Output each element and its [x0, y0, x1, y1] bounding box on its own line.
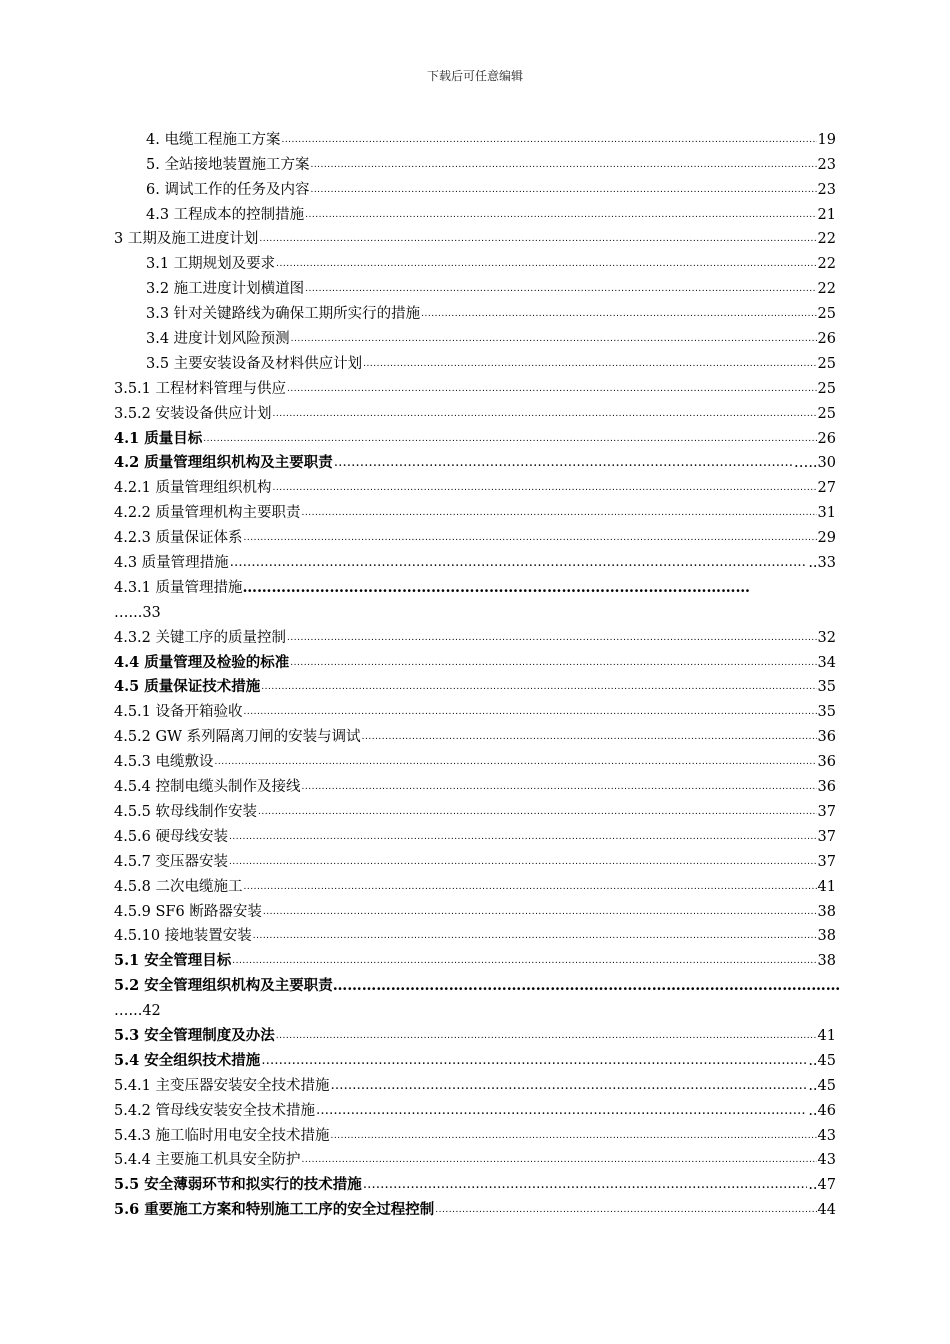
toc-entry[interactable] [114, 772, 836, 797]
toc-leader [230, 553, 808, 573]
toc-entry-label: 5. 全站接地装置施工方案 [146, 156, 310, 173]
toc-leader [261, 1051, 807, 1071]
toc-leader [331, 1126, 817, 1146]
toc-entry[interactable] [114, 1195, 836, 1220]
toc-entry-page: 26 [817, 331, 836, 348]
toc-entry[interactable] [114, 1071, 836, 1096]
toc-entry-page: 37 [817, 853, 836, 870]
toc-entry-label: 4.5.2 GW 系列隔离刀闸的安装与调试 [114, 729, 361, 746]
toc-entry-label: 5.4.3 施工临时用电安全技术措施 [114, 1127, 330, 1144]
toc-entry-label: 4.5.5 软母线制作安装 [114, 803, 258, 820]
toc-leader [258, 802, 817, 822]
toc-leader: …………………………………………………………………………………………… [242, 578, 751, 596]
toc-leader [363, 1175, 808, 1195]
toc-entry-label: 5.2 安全管理组织机构及主要职责 [114, 977, 333, 995]
toc-entry-page: 25 [817, 405, 836, 422]
toc-entry-page: 37 [817, 828, 836, 845]
toc-leader [273, 478, 817, 498]
toc-entry[interactable] [114, 797, 836, 822]
toc-entry-label: 3.3 针对关键路线为确保工期所实行的措施 [146, 306, 421, 323]
toc-entry-label: 5.5 安全薄弱环节和拟实行的技术措施 [114, 1176, 362, 1194]
toc-entry[interactable] [114, 1146, 836, 1171]
toc-entry-page: 41 [817, 1027, 836, 1044]
toc-leader [435, 1200, 816, 1220]
toc-leader [310, 155, 816, 175]
toc-leader [229, 827, 817, 847]
toc-entry-label: 3.4 进度计划风险预测 [146, 331, 290, 348]
toc-entry[interactable] [114, 125, 836, 150]
toc-entry-label: 4.5.9 SF6 断路器安装 [114, 903, 262, 920]
toc-entry-label: 4.2.2 质量管理机构主要职责 [114, 505, 301, 522]
toc-entry[interactable] [114, 1046, 836, 1071]
toc-entry-page: 23 [817, 156, 836, 173]
toc-entry[interactable] [114, 424, 836, 449]
toc-entry-label: 3 工期及施工进度计划 [114, 231, 259, 248]
toc-leader [276, 254, 816, 274]
toc-entry[interactable] [114, 673, 836, 698]
toc-entry-label: 3.1 工期规划及要求 [146, 256, 276, 273]
toc-entry-page: …...42 [114, 1003, 161, 1020]
toc-entry[interactable] [114, 1170, 836, 1195]
toc-leader [244, 877, 817, 897]
toc-leader [244, 702, 817, 722]
toc-leader [253, 926, 817, 946]
toc-entry-page: 36 [817, 729, 836, 746]
toc-entry[interactable] [114, 175, 836, 200]
toc-entry-page: 36 [817, 779, 836, 796]
toc-leader [331, 1076, 808, 1096]
toc-leader [244, 528, 817, 548]
toc-entry[interactable] [114, 648, 836, 673]
toc-leader [263, 902, 817, 922]
toc-leader [302, 1150, 817, 1170]
toc-entry-label: 5.4.4 主要施工机具安全防护 [114, 1152, 301, 1169]
toc-entry-page: 44 [817, 1202, 836, 1219]
page-header: 下载后可任意编辑 [426, 69, 523, 83]
toc-entry-label: 3.2 施工进度计划横道图 [146, 281, 305, 298]
toc-entry[interactable] [114, 946, 836, 971]
toc-entry[interactable] [114, 623, 836, 648]
toc-entry[interactable] [114, 299, 836, 324]
toc-entry-label: 5.6 重要施工方案和特别施工工序的安全过程控制 [114, 1201, 435, 1219]
toc-entry-page: 22 [817, 231, 836, 248]
toc-entry-page: 19 [817, 131, 836, 148]
toc-entry-page: 25 [817, 306, 836, 323]
toc-entry-page: ..45 [808, 1077, 836, 1094]
toc-entry-page: 27 [817, 480, 836, 497]
toc-entry[interactable] [114, 573, 836, 598]
toc-entry-page: 43 [817, 1127, 836, 1144]
toc-entry-page: 22 [817, 256, 836, 273]
toc-leader [310, 180, 816, 200]
toc-leader [363, 354, 816, 374]
toc-entry-label: 5.4 安全组织技术措施 [114, 1051, 261, 1069]
toc-entry[interactable] [114, 822, 836, 847]
toc-entry[interactable] [114, 971, 841, 996]
toc-entry[interactable] [114, 922, 836, 947]
toc-entry-label: 4.3.1 质量管理措施 [114, 579, 243, 596]
toc-entry[interactable] [114, 200, 836, 225]
toc-entry-label: 4.2 质量管理组织机构及主要职责 [114, 454, 333, 472]
toc-leader [302, 777, 817, 797]
toc-entry-label: 4.3 工程成本的控制措施 [146, 206, 305, 223]
toc-entry[interactable] [114, 473, 836, 498]
toc-entry-page: 25 [817, 355, 836, 372]
toc-entry-page: 35 [817, 704, 836, 721]
toc-leader [316, 1101, 807, 1121]
toc-leader [281, 130, 816, 150]
toc-entry-label: 4.5.7 变压器安装 [114, 853, 229, 870]
toc-entry-label: 4.3 质量管理措施 [114, 555, 229, 572]
toc-entry-label: 4.5.10 接地装置安装 [114, 928, 252, 945]
toc-entry-page: 32 [817, 629, 836, 646]
toc-entry-page: ..47 [808, 1177, 836, 1194]
toc-entry-page: 31 [817, 505, 836, 522]
toc-leader [290, 653, 816, 673]
toc-leader [261, 677, 816, 697]
toc-entry[interactable] [114, 349, 836, 374]
toc-entry[interactable] [114, 449, 836, 474]
toc-entry-page: 38 [817, 928, 836, 945]
toc-entry[interactable] [114, 523, 836, 548]
toc-entry-page: 23 [817, 181, 836, 198]
toc-entry[interactable] [114, 897, 836, 922]
toc-entry-label: 4.5.3 电缆敷设 [114, 754, 214, 771]
toc-entry[interactable] [114, 1021, 836, 1046]
table-of-contents [114, 125, 841, 1220]
toc-leader [291, 329, 817, 349]
toc-entry-page: …..30 [793, 455, 836, 472]
toc-entry-page: 35 [817, 679, 836, 696]
toc-entry-page: 29 [817, 530, 836, 547]
toc-entry[interactable] [114, 249, 836, 274]
toc-entry[interactable] [114, 150, 836, 175]
toc-entry[interactable] [114, 399, 836, 424]
toc-entry-label: 5.3 安全管理制度及办法 [114, 1026, 275, 1044]
toc-leader [287, 379, 817, 399]
toc-entry[interactable] [114, 548, 836, 573]
toc-leader [273, 404, 817, 424]
toc-entry-label: 5.4.2 管母线安装安全技术措施 [114, 1102, 316, 1119]
toc-leader [305, 279, 816, 299]
toc-entry[interactable] [114, 722, 836, 747]
toc-leader: …………………………………………………………………………………………… [332, 977, 841, 995]
toc-entry[interactable] [114, 274, 836, 299]
toc-entry-label: 4.2.3 质量保证体系 [114, 530, 243, 547]
toc-leader [259, 229, 816, 249]
toc-entry-label: 4. 电缆工程施工方案 [146, 131, 281, 148]
toc-entry-page: 21 [817, 206, 836, 223]
toc-entry-label: 5.1 安全管理目标 [114, 952, 232, 970]
toc-entry-label: 4.5 质量保证技术措施 [114, 678, 261, 696]
toc-entry-page: 36 [817, 754, 836, 771]
toc-leader [362, 727, 817, 747]
toc-entry-page: …...33 [114, 604, 161, 621]
toc-entry[interactable] [114, 324, 836, 349]
toc-entry-label: 3.5.1 工程材料管理与供应 [114, 380, 287, 397]
toc-leader [229, 852, 817, 872]
toc-entry-page: 37 [817, 803, 836, 820]
toc-entry[interactable] [114, 374, 836, 399]
toc-entry[interactable] [114, 747, 836, 772]
toc-entry-label: 4.3.2 关键工序的质量控制 [114, 629, 287, 646]
toc-entry-page: 38 [817, 953, 836, 970]
toc-entry[interactable] [114, 498, 836, 523]
toc-entry-page: 22 [817, 281, 836, 298]
toc-leader [287, 628, 817, 648]
toc-leader [203, 429, 816, 449]
toc-entry[interactable] [114, 1121, 836, 1146]
toc-leader [334, 453, 793, 473]
toc-entry-label: 4.5.1 设备开箱验收 [114, 704, 243, 721]
toc-entry[interactable] [114, 872, 836, 897]
toc-entry-page: 38 [817, 903, 836, 920]
toc-entry-label: 6. 调试工作的任务及内容 [146, 181, 310, 198]
toc-entry[interactable] [114, 225, 836, 250]
toc-leader [215, 752, 817, 772]
toc-entry[interactable] [114, 1096, 836, 1121]
toc-leader [232, 951, 816, 971]
toc-entry-label: 5.4.1 主变压器安装安全技术措施 [114, 1077, 330, 1094]
toc-entry-label: 4.5.8 二次电缆施工 [114, 878, 243, 895]
toc-entry-label: 4.2.1 质量管理组织机构 [114, 480, 272, 497]
toc-entry-page: 26 [817, 430, 836, 447]
toc-entry-label: 4.4 质量管理及检验的标准 [114, 653, 290, 671]
toc-entry-label: 4.1 质量目标 [114, 429, 203, 447]
toc-entry-label: 3.5 主要安装设备及材料供应计划 [146, 355, 363, 372]
toc-entry-page: ..45 [808, 1052, 836, 1069]
toc-entry-label: 4.5.4 控制电缆头制作及接线 [114, 779, 301, 796]
toc-entry-label: 4.5.6 硬母线安装 [114, 828, 229, 845]
toc-entry-label: 3.5.2 安装设备供应计划 [114, 405, 272, 422]
toc-entry-page: 25 [817, 380, 836, 397]
toc-entry-page: 41 [817, 878, 836, 895]
toc-entry-page: 34 [817, 654, 836, 671]
toc-leader [421, 304, 816, 324]
toc-leader [305, 205, 816, 225]
toc-leader [276, 1026, 817, 1046]
toc-entry[interactable] [114, 697, 836, 722]
toc-entry[interactable] [114, 847, 836, 872]
toc-entry-page: 43 [817, 1152, 836, 1169]
toc-entry-page: ..33 [808, 555, 836, 572]
toc-leader [302, 503, 817, 523]
toc-entry-page: ..46 [808, 1102, 836, 1119]
